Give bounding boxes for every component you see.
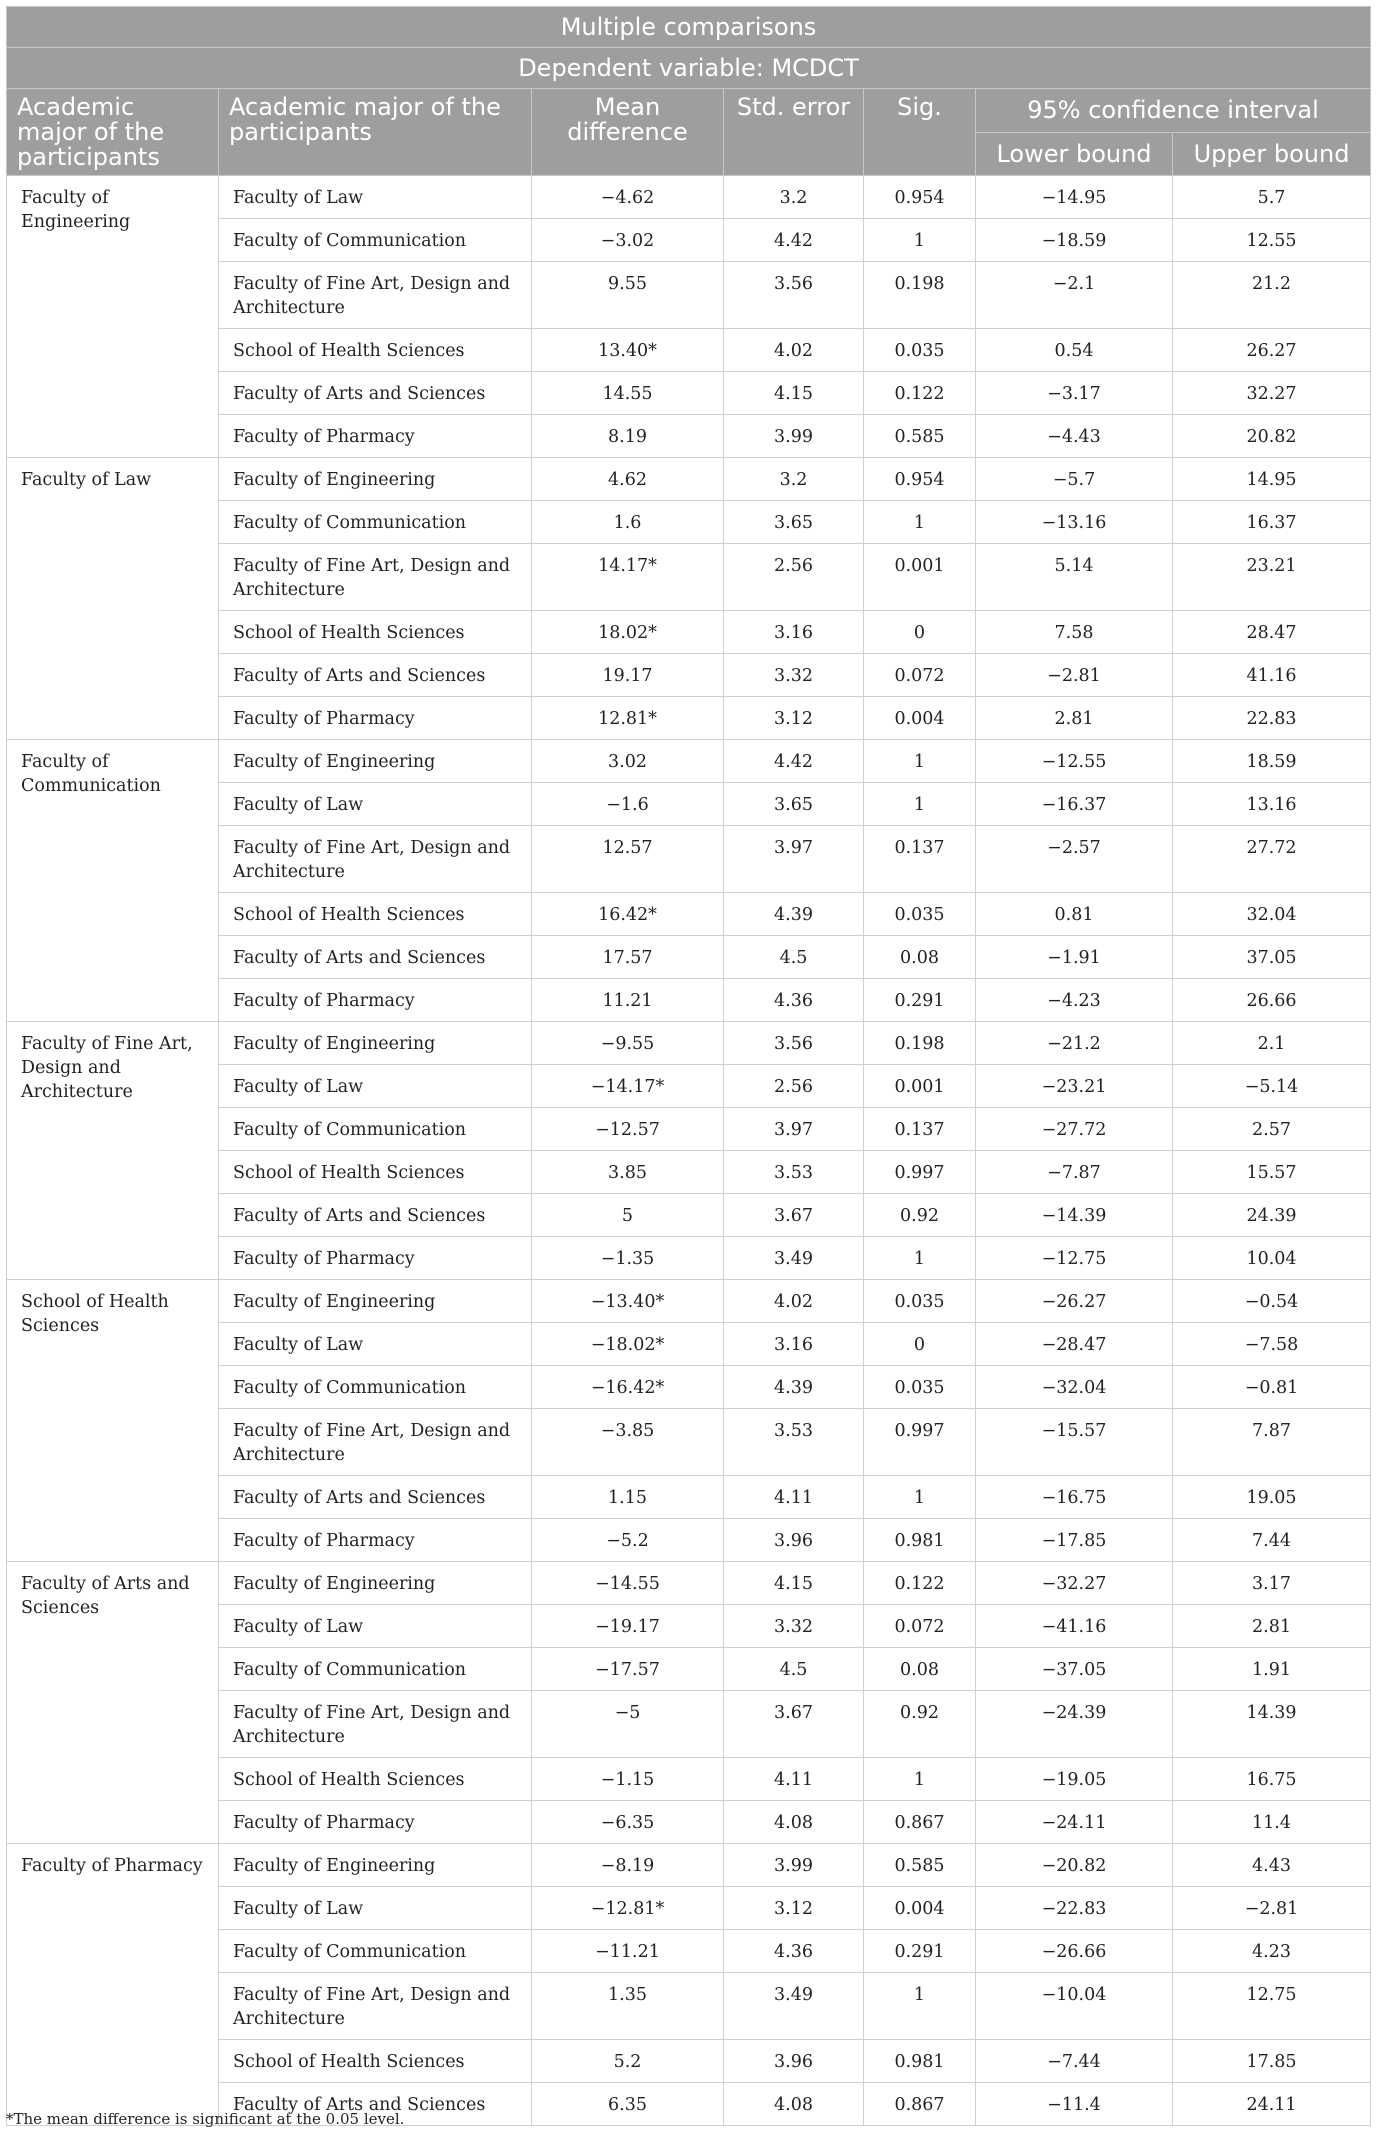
upper-bound-cell: 15.57 <box>1173 1151 1371 1194</box>
significance-cell: 1 <box>864 1476 976 1519</box>
upper-bound-cell: 21.2 <box>1173 262 1371 329</box>
lower-bound-cell: −19.05 <box>976 1758 1173 1801</box>
std-error-cell: 3.67 <box>724 1194 864 1237</box>
lower-bound-cell: −15.57 <box>976 1409 1173 1476</box>
significance-cell: 0 <box>864 1323 976 1366</box>
significance-cell: 1 <box>864 783 976 826</box>
comparison-major-cell: Faculty of Pharmacy <box>219 1801 532 1844</box>
mean-difference-cell: −1.35 <box>532 1237 724 1280</box>
upper-bound-cell: 14.39 <box>1173 1691 1371 1758</box>
comparison-major-cell: Faculty of Fine Art, Design and Architecture <box>219 1691 532 1758</box>
std-error-cell: 3.99 <box>724 1844 864 1887</box>
comparison-major-cell: Faculty of Law <box>219 1605 532 1648</box>
lower-bound-cell: −23.21 <box>976 1065 1173 1108</box>
upper-bound-cell: −0.81 <box>1173 1366 1371 1409</box>
comparison-major-cell: School of Health Sciences <box>219 1151 532 1194</box>
upper-bound-cell: 4.43 <box>1173 1844 1371 1887</box>
std-error-cell: 4.36 <box>724 979 864 1022</box>
std-error-cell: 4.5 <box>724 1648 864 1691</box>
upper-bound-cell: 26.27 <box>1173 329 1371 372</box>
significance-cell: 0.035 <box>864 1280 976 1323</box>
comparison-major-cell: Faculty of Engineering <box>219 1280 532 1323</box>
table-row <box>7 1562 1371 1605</box>
std-error-cell: 3.99 <box>724 415 864 458</box>
comparison-major-cell: Faculty of Arts and Sciences <box>219 936 532 979</box>
comparison-major-cell: Faculty of Engineering <box>219 458 532 501</box>
mean-difference-cell: 8.19 <box>532 415 724 458</box>
significance-cell: 0.981 <box>864 2040 976 2083</box>
lower-bound-cell: −28.47 <box>976 1323 1173 1366</box>
table-body <box>7 176 1371 2126</box>
mean-difference-cell: −13.40* <box>532 1280 724 1323</box>
significance-cell: 1 <box>864 1973 976 2040</box>
std-error-cell: 4.36 <box>724 1930 864 1973</box>
std-error-cell: 3.32 <box>724 1605 864 1648</box>
lower-bound-cell: −2.1 <box>976 262 1173 329</box>
mean-difference-cell: 1.15 <box>532 1476 724 1519</box>
significance-cell: 0.137 <box>864 1108 976 1151</box>
std-error-cell: 4.15 <box>724 372 864 415</box>
significance-cell: 0.867 <box>864 1801 976 1844</box>
lower-bound-cell: −26.66 <box>976 1930 1173 1973</box>
significance-cell: 0.954 <box>864 458 976 501</box>
comparison-major-cell: Faculty of Communication <box>219 1930 532 1973</box>
comparison-major-cell: School of Health Sciences <box>219 329 532 372</box>
upper-bound-cell: 14.95 <box>1173 458 1371 501</box>
upper-bound-cell: −2.81 <box>1173 1887 1371 1930</box>
mean-difference-cell: −3.85 <box>532 1409 724 1476</box>
upper-bound-cell: 23.21 <box>1173 544 1371 611</box>
significance-cell: 0.997 <box>864 1151 976 1194</box>
lower-bound-cell: −5.7 <box>976 458 1173 501</box>
mean-difference-cell: −6.35 <box>532 1801 724 1844</box>
mean-difference-cell: 5 <box>532 1194 724 1237</box>
mean-difference-cell: 5.2 <box>532 2040 724 2083</box>
significance-cell: 0.981 <box>864 1519 976 1562</box>
std-error-cell: 4.02 <box>724 1280 864 1323</box>
upper-bound-cell: 2.1 <box>1173 1022 1371 1065</box>
header-lower-bound: Lower bound <box>976 132 1173 176</box>
std-error-cell: 2.56 <box>724 544 864 611</box>
lower-bound-cell: −14.95 <box>976 176 1173 219</box>
group-major: Faculty of Communication <box>7 740 219 1022</box>
comparison-major-cell: Faculty of Arts and Sciences <box>219 654 532 697</box>
mean-difference-cell: −18.02* <box>532 1323 724 1366</box>
mean-difference-cell: 18.02* <box>532 611 724 654</box>
lower-bound-cell: −10.04 <box>976 1973 1173 2040</box>
upper-bound-cell: 13.16 <box>1173 783 1371 826</box>
mean-difference-cell: 16.42* <box>532 893 724 936</box>
mean-difference-cell: −17.57 <box>532 1648 724 1691</box>
significance-cell: 0.035 <box>864 1366 976 1409</box>
std-error-cell: 2.56 <box>724 1065 864 1108</box>
comparison-major-cell: Faculty of Law <box>219 176 532 219</box>
std-error-cell: 3.96 <box>724 1519 864 1562</box>
upper-bound-cell: 11.4 <box>1173 1801 1371 1844</box>
std-error-cell: 3.2 <box>724 176 864 219</box>
significance-cell: 0.291 <box>864 979 976 1022</box>
lower-bound-cell: −27.72 <box>976 1108 1173 1151</box>
comparison-major-cell: Faculty of Engineering <box>219 740 532 783</box>
table-row <box>7 1844 1371 1887</box>
table-row <box>7 176 1371 219</box>
lower-bound-cell: −20.82 <box>976 1844 1173 1887</box>
header-confidence-interval: 95% confidence interval <box>976 89 1371 133</box>
significance-cell: 0.954 <box>864 176 976 219</box>
comparison-major-cell: School of Health Sciences <box>219 611 532 654</box>
std-error-cell: 3.97 <box>724 826 864 893</box>
lower-bound-cell: −17.85 <box>976 1519 1173 1562</box>
lower-bound-cell: −24.11 <box>976 1801 1173 1844</box>
std-error-cell: 3.65 <box>724 783 864 826</box>
significance-cell: 0.004 <box>864 1887 976 1930</box>
std-error-cell: 4.11 <box>724 1758 864 1801</box>
upper-bound-cell: 19.05 <box>1173 1476 1371 1519</box>
significance-cell: 0.122 <box>864 372 976 415</box>
comparison-major-cell: Faculty of Engineering <box>219 1022 532 1065</box>
comparison-major-cell: Faculty of Communication <box>219 1366 532 1409</box>
std-error-cell: 4.15 <box>724 1562 864 1605</box>
comparison-major-cell: Faculty of Communication <box>219 1108 532 1151</box>
std-error-cell: 3.49 <box>724 1237 864 1280</box>
comparison-major-cell: Faculty of Fine Art, Design and Architecture <box>219 1973 532 2040</box>
std-error-cell: 4.02 <box>724 329 864 372</box>
mean-difference-cell: −1.6 <box>532 783 724 826</box>
mean-difference-cell: 11.21 <box>532 979 724 1022</box>
significance-cell: 1 <box>864 219 976 262</box>
lower-bound-cell: −37.05 <box>976 1648 1173 1691</box>
comparison-major-cell: Faculty of Fine Art, Design and Architecture <box>219 826 532 893</box>
mean-difference-cell: 9.55 <box>532 262 724 329</box>
table-row <box>7 458 1371 501</box>
footnote: *The mean difference is significant at the 0.05 level. <box>6 2110 405 2128</box>
comparison-major-cell: Faculty of Law <box>219 783 532 826</box>
lower-bound-cell: −21.2 <box>976 1022 1173 1065</box>
comparison-major-cell: School of Health Sciences <box>219 893 532 936</box>
significance-cell: 0.585 <box>864 1844 976 1887</box>
lower-bound-cell: 0.81 <box>976 893 1173 936</box>
significance-cell: 0.08 <box>864 1648 976 1691</box>
upper-bound-cell: 24.39 <box>1173 1194 1371 1237</box>
comparison-major-cell: Faculty of Law <box>219 1065 532 1108</box>
lower-bound-cell: −1.91 <box>976 936 1173 979</box>
header-major-i: Academic major of the participants <box>7 89 219 176</box>
comparison-major-cell: Faculty of Pharmacy <box>219 415 532 458</box>
mean-difference-cell: −16.42* <box>532 1366 724 1409</box>
std-error-cell: 3.12 <box>724 697 864 740</box>
lower-bound-cell: 5.14 <box>976 544 1173 611</box>
group-major: Faculty of Law <box>7 458 219 740</box>
mean-difference-cell: −1.15 <box>532 1758 724 1801</box>
lower-bound-cell: −2.81 <box>976 654 1173 697</box>
comparison-major-cell: School of Health Sciences <box>219 1758 532 1801</box>
header-sig: Sig. <box>864 89 976 176</box>
comparison-major-cell: Faculty of Engineering <box>219 1562 532 1605</box>
std-error-cell: 4.39 <box>724 1366 864 1409</box>
upper-bound-cell: 10.04 <box>1173 1237 1371 1280</box>
upper-bound-cell: 18.59 <box>1173 740 1371 783</box>
lower-bound-cell: −2.57 <box>976 826 1173 893</box>
std-error-cell: 3.16 <box>724 611 864 654</box>
lower-bound-cell: −41.16 <box>976 1605 1173 1648</box>
significance-cell: 1 <box>864 1758 976 1801</box>
upper-bound-cell: 17.85 <box>1173 2040 1371 2083</box>
std-error-cell: 4.5 <box>724 936 864 979</box>
lower-bound-cell: −14.39 <box>976 1194 1173 1237</box>
std-error-cell: 3.32 <box>724 654 864 697</box>
mean-difference-cell: −11.21 <box>532 1930 724 1973</box>
lower-bound-cell: 7.58 <box>976 611 1173 654</box>
mean-difference-cell: −9.55 <box>532 1022 724 1065</box>
upper-bound-cell: 2.81 <box>1173 1605 1371 1648</box>
comparison-major-cell: Faculty of Arts and Sciences <box>219 372 532 415</box>
mean-difference-cell: −14.17* <box>532 1065 724 1108</box>
lower-bound-cell: −11.4 <box>976 2083 1173 2126</box>
upper-bound-cell: 7.87 <box>1173 1409 1371 1476</box>
std-error-cell: 3.65 <box>724 501 864 544</box>
upper-bound-cell: 24.11 <box>1173 2083 1371 2126</box>
significance-cell: 1 <box>864 501 976 544</box>
mean-difference-cell: 13.40* <box>532 329 724 372</box>
mean-difference-cell: 14.55 <box>532 372 724 415</box>
comparison-major-cell: Faculty of Fine Art, Design and Architecture <box>219 262 532 329</box>
significance-cell: 0.198 <box>864 1022 976 1065</box>
lower-bound-cell: −22.83 <box>976 1887 1173 1930</box>
mean-difference-cell: −5 <box>532 1691 724 1758</box>
upper-bound-cell: 22.83 <box>1173 697 1371 740</box>
upper-bound-cell: 37.05 <box>1173 936 1371 979</box>
group-major: Faculty of Arts and Sciences <box>7 1562 219 1844</box>
mean-difference-cell: 17.57 <box>532 936 724 979</box>
significance-cell: 0.92 <box>864 1691 976 1758</box>
significance-cell: 0.004 <box>864 697 976 740</box>
lower-bound-cell: −4.43 <box>976 415 1173 458</box>
upper-bound-cell: 16.75 <box>1173 1758 1371 1801</box>
upper-bound-cell: 4.23 <box>1173 1930 1371 1973</box>
comparison-major-cell: Faculty of Pharmacy <box>219 979 532 1022</box>
lower-bound-cell: −13.16 <box>976 501 1173 544</box>
lower-bound-cell: −12.75 <box>976 1237 1173 1280</box>
std-error-cell: 3.96 <box>724 2040 864 2083</box>
upper-bound-cell: −0.54 <box>1173 1280 1371 1323</box>
mean-difference-cell: −12.81* <box>532 1887 724 1930</box>
table-row <box>7 740 1371 783</box>
upper-bound-cell: 1.91 <box>1173 1648 1371 1691</box>
significance-cell: 0 <box>864 611 976 654</box>
mean-difference-cell: 1.35 <box>532 1973 724 2040</box>
lower-bound-cell: −7.44 <box>976 2040 1173 2083</box>
significance-cell: 0.001 <box>864 544 976 611</box>
mean-difference-cell: 3.02 <box>532 740 724 783</box>
upper-bound-cell: 7.44 <box>1173 1519 1371 1562</box>
upper-bound-cell: 12.55 <box>1173 219 1371 262</box>
upper-bound-cell: −7.58 <box>1173 1323 1371 1366</box>
table-container <box>6 6 1370 2126</box>
std-error-cell: 3.56 <box>724 1022 864 1065</box>
comparison-major-cell: Faculty of Engineering <box>219 1844 532 1887</box>
std-error-cell: 3.56 <box>724 262 864 329</box>
comparison-major-cell: Faculty of Arts and Sciences <box>219 2083 532 2126</box>
significance-cell: 0.122 <box>864 1562 976 1605</box>
comparison-major-cell: Faculty of Communication <box>219 1648 532 1691</box>
std-error-cell: 3.67 <box>724 1691 864 1758</box>
group-major: Faculty of Pharmacy <box>7 1844 219 2126</box>
significance-cell: 0.291 <box>864 1930 976 1973</box>
table-subtitle: Dependent variable: MCDCT <box>7 48 1371 89</box>
group-major: Faculty of Engineering <box>7 176 219 458</box>
mean-difference-cell: −3.02 <box>532 219 724 262</box>
std-error-cell: 4.42 <box>724 740 864 783</box>
significance-cell: 0.585 <box>864 415 976 458</box>
comparison-major-cell: Faculty of Communication <box>219 219 532 262</box>
group-major: School of Health Sciences <box>7 1280 219 1562</box>
std-error-cell: 3.53 <box>724 1409 864 1476</box>
significance-cell: 0.072 <box>864 654 976 697</box>
comparison-major-cell: School of Health Sciences <box>219 2040 532 2083</box>
std-error-cell: 4.08 <box>724 1801 864 1844</box>
upper-bound-cell: 5.7 <box>1173 176 1371 219</box>
comparison-major-cell: Faculty of Communication <box>219 501 532 544</box>
mean-difference-cell: 3.85 <box>532 1151 724 1194</box>
table-row <box>7 1022 1371 1065</box>
significance-cell: 0.001 <box>864 1065 976 1108</box>
comparison-major-cell: Faculty of Pharmacy <box>219 1237 532 1280</box>
upper-bound-cell: 16.37 <box>1173 501 1371 544</box>
mean-difference-cell: −5.2 <box>532 1519 724 1562</box>
comparison-major-cell: Faculty of Fine Art, Design and Architecture <box>219 1409 532 1476</box>
mean-difference-cell: 12.81* <box>532 697 724 740</box>
multiple-comparisons-table <box>6 6 1371 2126</box>
std-error-cell: 3.16 <box>724 1323 864 1366</box>
std-error-cell: 4.11 <box>724 1476 864 1519</box>
lower-bound-cell: −18.59 <box>976 219 1173 262</box>
std-error-cell: 3.97 <box>724 1108 864 1151</box>
comparison-major-cell: Faculty of Arts and Sciences <box>219 1476 532 1519</box>
table-title: Multiple comparisons <box>7 7 1371 48</box>
upper-bound-cell: 26.66 <box>1173 979 1371 1022</box>
significance-cell: 0.92 <box>864 1194 976 1237</box>
mean-difference-cell: 19.17 <box>532 654 724 697</box>
mean-difference-cell: −12.57 <box>532 1108 724 1151</box>
lower-bound-cell: −32.27 <box>976 1562 1173 1605</box>
comparison-major-cell: Faculty of Pharmacy <box>219 1519 532 1562</box>
upper-bound-cell: 20.82 <box>1173 415 1371 458</box>
lower-bound-cell: −4.23 <box>976 979 1173 1022</box>
lower-bound-cell: −3.17 <box>976 372 1173 415</box>
significance-cell: 1 <box>864 740 976 783</box>
upper-bound-cell: 12.75 <box>1173 1973 1371 2040</box>
comparison-major-cell: Faculty of Arts and Sciences <box>219 1194 532 1237</box>
significance-cell: 0.997 <box>864 1409 976 1476</box>
lower-bound-cell: −16.37 <box>976 783 1173 826</box>
lower-bound-cell: −26.27 <box>976 1280 1173 1323</box>
significance-cell: 0.035 <box>864 893 976 936</box>
significance-cell: 0.198 <box>864 262 976 329</box>
significance-cell: 0.137 <box>864 826 976 893</box>
upper-bound-cell: 41.16 <box>1173 654 1371 697</box>
significance-cell: 0.072 <box>864 1605 976 1648</box>
mean-difference-cell: 4.62 <box>532 458 724 501</box>
mean-difference-cell: 6.35 <box>532 2083 724 2126</box>
upper-bound-cell: 2.57 <box>1173 1108 1371 1151</box>
significance-cell: 0.08 <box>864 936 976 979</box>
comparison-major-cell: Faculty of Fine Art, Design and Architecture <box>219 544 532 611</box>
group-major: Faculty of Fine Art, Design and Architecture <box>7 1022 219 1280</box>
std-error-cell: 4.08 <box>724 2083 864 2126</box>
std-error-cell: 3.2 <box>724 458 864 501</box>
upper-bound-cell: 32.27 <box>1173 372 1371 415</box>
mean-difference-cell: −19.17 <box>532 1605 724 1648</box>
mean-difference-cell: 12.57 <box>532 826 724 893</box>
significance-cell: 0.867 <box>864 2083 976 2126</box>
std-error-cell: 3.49 <box>724 1973 864 2040</box>
upper-bound-cell: 28.47 <box>1173 611 1371 654</box>
mean-difference-cell: 1.6 <box>532 501 724 544</box>
mean-difference-cell: −14.55 <box>532 1562 724 1605</box>
mean-difference-cell: −4.62 <box>532 176 724 219</box>
lower-bound-cell: −32.04 <box>976 1366 1173 1409</box>
std-error-cell: 3.53 <box>724 1151 864 1194</box>
header-mean-difference: Mean difference <box>532 89 724 176</box>
lower-bound-cell: 2.81 <box>976 697 1173 740</box>
lower-bound-cell: −24.39 <box>976 1691 1173 1758</box>
upper-bound-cell: 32.04 <box>1173 893 1371 936</box>
mean-difference-cell: 14.17* <box>532 544 724 611</box>
upper-bound-cell: −5.14 <box>1173 1065 1371 1108</box>
comparison-major-cell: Faculty of Law <box>219 1887 532 1930</box>
table-row <box>7 1280 1371 1323</box>
significance-cell: 1 <box>864 1237 976 1280</box>
std-error-cell: 4.39 <box>724 893 864 936</box>
header-major-j: Academic major of the participants <box>219 89 532 176</box>
header-upper-bound: Upper bound <box>1173 132 1371 176</box>
header-std-error: Std. error <box>724 89 864 176</box>
mean-difference-cell: −8.19 <box>532 1844 724 1887</box>
lower-bound-cell: −16.75 <box>976 1476 1173 1519</box>
upper-bound-cell: 3.17 <box>1173 1562 1371 1605</box>
comparison-major-cell: Faculty of Law <box>219 1323 532 1366</box>
std-error-cell: 3.12 <box>724 1887 864 1930</box>
lower-bound-cell: −7.87 <box>976 1151 1173 1194</box>
lower-bound-cell: 0.54 <box>976 329 1173 372</box>
std-error-cell: 4.42 <box>724 219 864 262</box>
lower-bound-cell: −12.55 <box>976 740 1173 783</box>
comparison-major-cell: Faculty of Pharmacy <box>219 697 532 740</box>
significance-cell: 0.035 <box>864 329 976 372</box>
upper-bound-cell: 27.72 <box>1173 826 1371 893</box>
